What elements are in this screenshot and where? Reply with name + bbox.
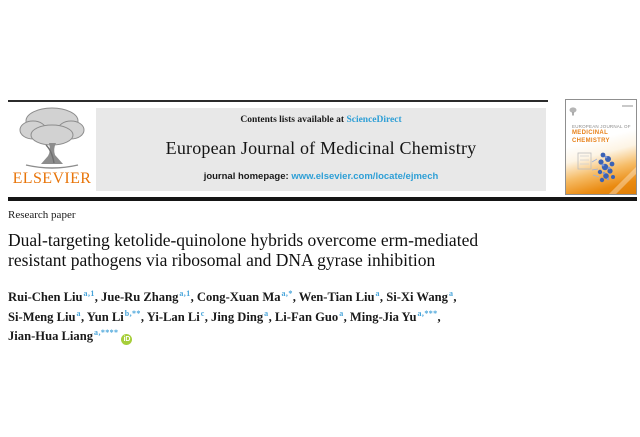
cover-molecule-art [577, 147, 625, 187]
cover-tree-icon [569, 103, 577, 121]
affiliation-superscript: c [200, 308, 205, 318]
author [350, 310, 441, 324]
affiliation-superscript: a [264, 308, 269, 318]
author-name: Cong-Xuan Ma [196, 290, 281, 304]
author-separator: , [140, 309, 147, 324]
author-line-3 [8, 325, 608, 345]
homepage-prefix: journal homepage: [203, 171, 289, 182]
author-separator: , [94, 290, 102, 304]
author [197, 290, 299, 304]
author-name: Ming-Jia Yu [349, 309, 417, 324]
cover-volume-text [622, 105, 633, 107]
author-name: Li-Fan Guo [274, 309, 339, 324]
author-name: Yun Li [86, 309, 124, 324]
cover-title-line2: CHEMISTRY [572, 137, 610, 144]
author-separator: , [379, 290, 387, 304]
affiliation-superscript: a,*** [417, 308, 438, 318]
author [8, 310, 87, 324]
journal-cover-thumbnail [565, 99, 637, 195]
author-name: Si-Meng Liu [8, 309, 76, 324]
author-name: Rui-Chen Liu [8, 290, 83, 304]
cover-journal-name-small: EUROPEAN JOURNAL OF [572, 124, 631, 129]
article-title-line1: Dual-targeting ketolide-quinolone hybrids overcome erm-mediated [8, 230, 479, 250]
header-top-rule [8, 100, 548, 102]
author-line-1 [8, 286, 608, 306]
author-separator: , [190, 290, 197, 304]
orcid-icon[interactable]: iD [123, 336, 131, 344]
author-name: Wen-Tian Liu [298, 290, 375, 304]
affiliation-superscript: b,** [124, 308, 141, 318]
author-separator: , [268, 309, 275, 324]
contents-line [240, 115, 401, 125]
homepage-url-link[interactable]: www.elsevier.com/locate/ejmech [291, 171, 439, 182]
author [101, 290, 197, 304]
author-list [8, 286, 608, 345]
contents-prefix: Contents lists available at [240, 115, 345, 125]
author-name: Jian-Hua Liang [8, 329, 94, 344]
article-title [8, 230, 568, 270]
author-separator: , [204, 309, 212, 324]
author-name: Jing Ding [211, 309, 264, 324]
author [8, 329, 118, 343]
homepage-line [204, 171, 439, 182]
affiliation-superscript: a [339, 308, 344, 318]
affiliation-superscript: a [375, 289, 380, 298]
affiliation-superscript: a [76, 308, 81, 318]
affiliation-superscript: a,1 [83, 289, 95, 298]
header-divider-bar [8, 197, 637, 201]
author-separator: , [292, 290, 299, 304]
journal-title: European Journal of Medicinal Chemistry [165, 137, 477, 158]
cover-title-line1: MEDICINAL [572, 130, 609, 136]
affiliation-superscript: a,* [281, 289, 293, 298]
cover-top-row [566, 100, 636, 121]
elsevier-logo-label: ELSEVIER [12, 170, 92, 187]
journal-header-box [96, 108, 546, 191]
author [87, 310, 147, 324]
author [275, 310, 350, 324]
article-title-line2: resistant pathogens via ribosomal and DNA gyrase inhibition [8, 250, 436, 270]
author-separator: , [437, 309, 441, 324]
affiliation-superscript: a,**** [94, 328, 119, 338]
author-name: Yi-Lan Li [146, 309, 200, 324]
author [299, 290, 386, 304]
elsevier-tree-icon [9, 105, 95, 169]
author-separator: , [453, 290, 457, 304]
article-type-label: Research paper [8, 209, 76, 221]
author [147, 310, 211, 324]
author-line-2 [8, 306, 608, 326]
author-name: Si-Xi Wang [386, 290, 448, 304]
author [8, 290, 101, 304]
author-name: Jue-Ru Zhang [101, 290, 179, 304]
affiliation-superscript: a,1 [179, 289, 191, 298]
author-separator: , [80, 309, 87, 324]
affiliation-superscript: a [448, 289, 454, 298]
author-separator: , [343, 309, 350, 324]
author [386, 290, 456, 304]
sciencedirect-link[interactable]: ScienceDirect [346, 115, 402, 125]
elsevier-logo [9, 105, 95, 195]
author [211, 310, 275, 324]
